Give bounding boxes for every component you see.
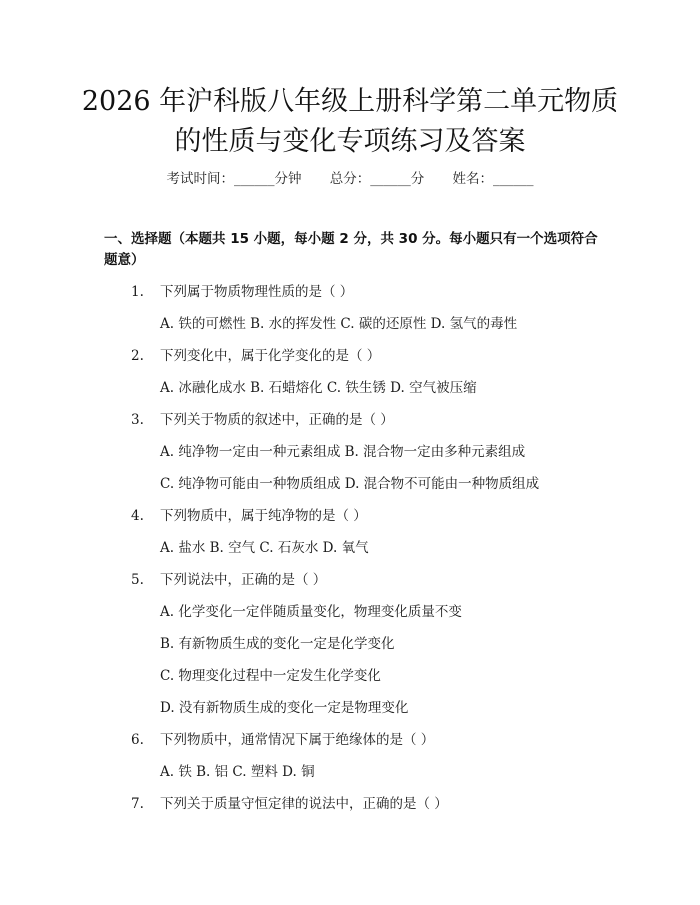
answer-option-line: A. 纯净物一定由一种元素组成 B. 混合物一定由多种元素组成: [160, 444, 526, 460]
question-number: 7.: [131, 796, 144, 812]
section-heading-line-1: 一、选择题（本题共 15 小题，每小题 2 分，共 30 分。每小题只有一个选项符合: [104, 231, 598, 247]
question-number: 4.: [131, 508, 144, 524]
exam-time-unit: 分钟: [274, 171, 302, 187]
total-score-unit: 分: [410, 171, 425, 187]
question-text: 下列物质中，属于纯净物的是（ ）: [160, 508, 367, 524]
section-heading-line-2: 题意）: [104, 252, 145, 268]
question-number: 6.: [131, 732, 144, 748]
total-score-blank: ______: [370, 171, 411, 187]
question-text: 下列属于物质物理性质的是（ ）: [160, 284, 354, 300]
answer-option-line: B. 有新物质生成的变化一定是化学变化: [160, 636, 395, 652]
student-name-blank: ______: [493, 171, 534, 187]
question-text: 下列物质中，通常情况下属于绝缘体的是（ ）: [160, 732, 435, 748]
answer-option-line: D. 没有新物质生成的变化一定是物理变化: [160, 700, 409, 716]
question-text: 下列关于物质的叙述中，正确的是（ ）: [160, 412, 394, 428]
question-number: 5.: [131, 572, 144, 588]
exam-time-field: [166, 169, 301, 189]
question-text: 下列变化中，属于化学变化的是（ ）: [160, 348, 381, 364]
answer-option-line: A. 盐水 B. 空气 C. 石灰水 D. 氧气: [160, 540, 369, 556]
question-number: 1.: [131, 284, 144, 300]
exam-time-blank: ______: [233, 171, 275, 187]
answer-option-line: A. 铁 B. 铝 C. 塑料 D. 铜: [160, 764, 315, 780]
student-name-field: [453, 169, 534, 189]
answer-option-line: A. 冰融化成水 B. 石蜡熔化 C. 铁生锈 D. 空气被压缩: [160, 380, 477, 396]
exam-info-line: [0, 169, 700, 189]
answer-option-line: A. 铁的可燃性 B. 水的挥发性 C. 碳的还原性 D. 氢气的毒性: [160, 316, 518, 332]
answer-option-line: C. 物理变化过程中一定发生化学变化: [160, 668, 381, 684]
question-text: 下列关于质量守恒定律的说法中，正确的是（ ）: [160, 796, 448, 812]
total-score-field: [330, 169, 425, 189]
answer-option-line: A. 化学变化一定伴随质量变化，物理变化质量不变: [160, 604, 462, 620]
question-number: 3.: [131, 412, 144, 428]
total-score-label: 总分：: [329, 171, 371, 187]
document-title-line-1: 2026 年沪科版八年级上册科学第二单元物质: [81, 86, 619, 117]
question-number: 2.: [131, 348, 144, 364]
student-name-label: 姓名：: [452, 171, 494, 187]
document-title-line-2: 的性质与变化专项练习及答案: [174, 126, 526, 157]
answer-option-line: C. 纯净物可能由一种物质组成 D. 混合物不可能由一种物质组成: [160, 476, 540, 492]
question-text: 下列说法中，正确的是（ ）: [160, 572, 327, 588]
exam-time-label: 考试时间：: [166, 171, 234, 187]
